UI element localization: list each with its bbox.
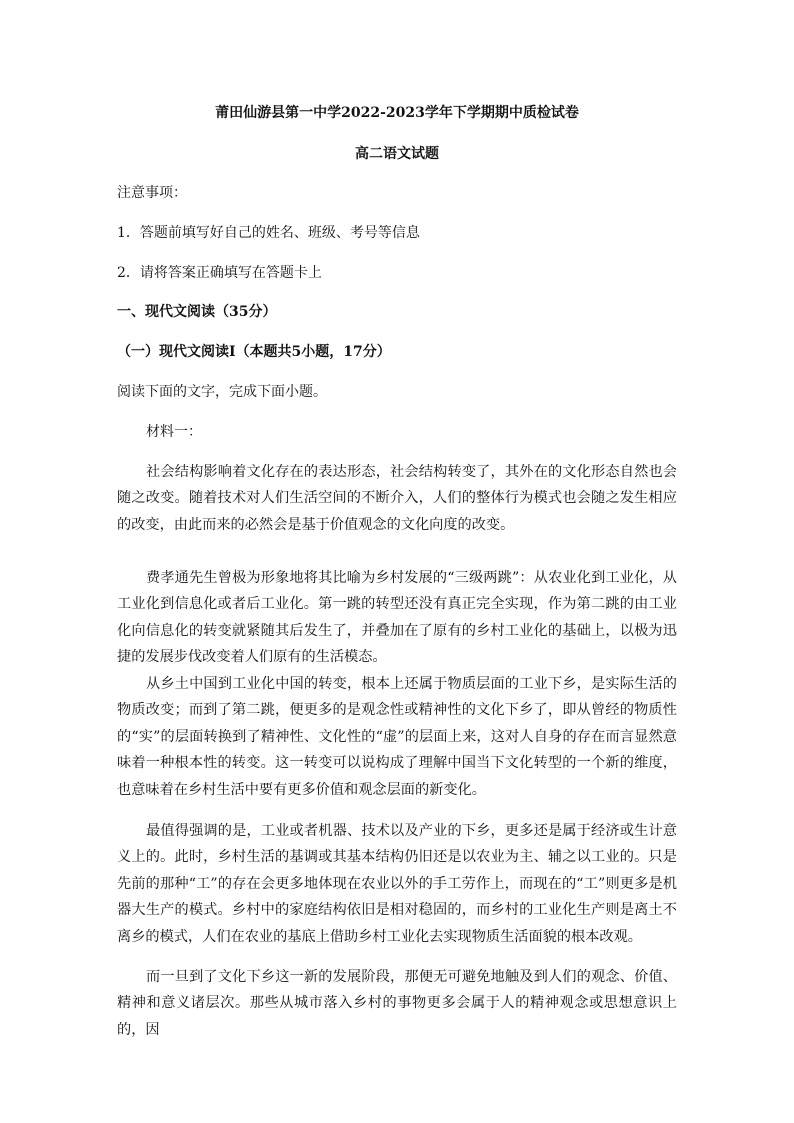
section-heading: 一、现代文阅读（35分） <box>117 304 277 320</box>
exam-title: 莆田仙游县第一中学2022-2023学年下学期期中质检试卷 <box>215 105 579 121</box>
notice-item-1: 1．答题前填写好自己的姓名、班级、考号等信息 <box>117 225 420 241</box>
material-label: 材料一： <box>146 424 202 440</box>
paragraph-3: 从乡土中国到工业化中国的转变，根本上还属于物质层面的工业下乡，是实际生活的物质改变；而到了第二跳，便更多的是观念性或精神性的文化下乡了，即从曾经的物质性的“实”的层面转换到了精神性、文化性的“虚”的层面上来，这对人自身的存在而言显然意味着一种根本性的转变。这一转变可以说构成了理解中国当下文化转型的一个新的维度，也意味着在乡村生活中要有更多价值和观念层面的新变化。 <box>117 676 677 798</box>
paragraph-2: 费孝通先生曾极为形象地将其比喻为乡村发展的“三级两跳”：从农业化到工业化，从工业化到信息化或者后工业化。第一跳的转型还没有真正完全实现，作为第二跳的由工业化向信息化的转变就紧随其后发生了，并叠加在了原有的乡村工业化的基础上，以极为迅捷的发展步伐改变着人们原有的生活模态。 <box>117 570 677 666</box>
paragraph-1: 社会结构影响着文化存在的表达形态，社会结构转变了，其外在的文化形态自然也会随之改变。随着技术对人们生活空间的不断介入，人们的整体行为模式也会随之发生相应的改变，由此而来的必然会是基于价值观念的文化向度的改变。 <box>117 464 677 533</box>
notice-item-2: 2．请将答案正确填写在答题卡上 <box>117 265 322 281</box>
paragraph-5: 而一旦到了文化下乡这一新的发展阶段，那便无可避免地触及到人们的观念、价值、精神和意义诸层次。那些从城市落入乡村的事物更多会属于人的精神观念或思想意识上的，因 <box>117 969 677 1038</box>
reading-instruction: 阅读下面的文字，完成下面小题。 <box>117 384 327 400</box>
paragraph-4: 最值得强调的是，工业或者机器、技术以及产业的下乡，更多还是属于经济或生计意义上的。此时，乡村生活的基调或其基本结构仍旧还是以农业为主、辅之以工业的。只是先前的那种“工”的存在会更多地体现在农业以外的手工劳作上，而现在的“工”则更多是机器大生产的模式。乡村中的家庭结构依旧是相对稳固的，而乡村的工业化生产则是离土不离乡的模式，人们在农业的基底上借助乡村工业化去实现物质生活面貌的根本改观。 <box>117 823 677 945</box>
notice-heading: 注意事项： <box>117 185 187 201</box>
exam-subtitle: 高二语文试题 <box>355 146 439 162</box>
section-subheading: （一）现代文阅读Ⅰ（本题共5小题，17分） <box>117 344 391 360</box>
